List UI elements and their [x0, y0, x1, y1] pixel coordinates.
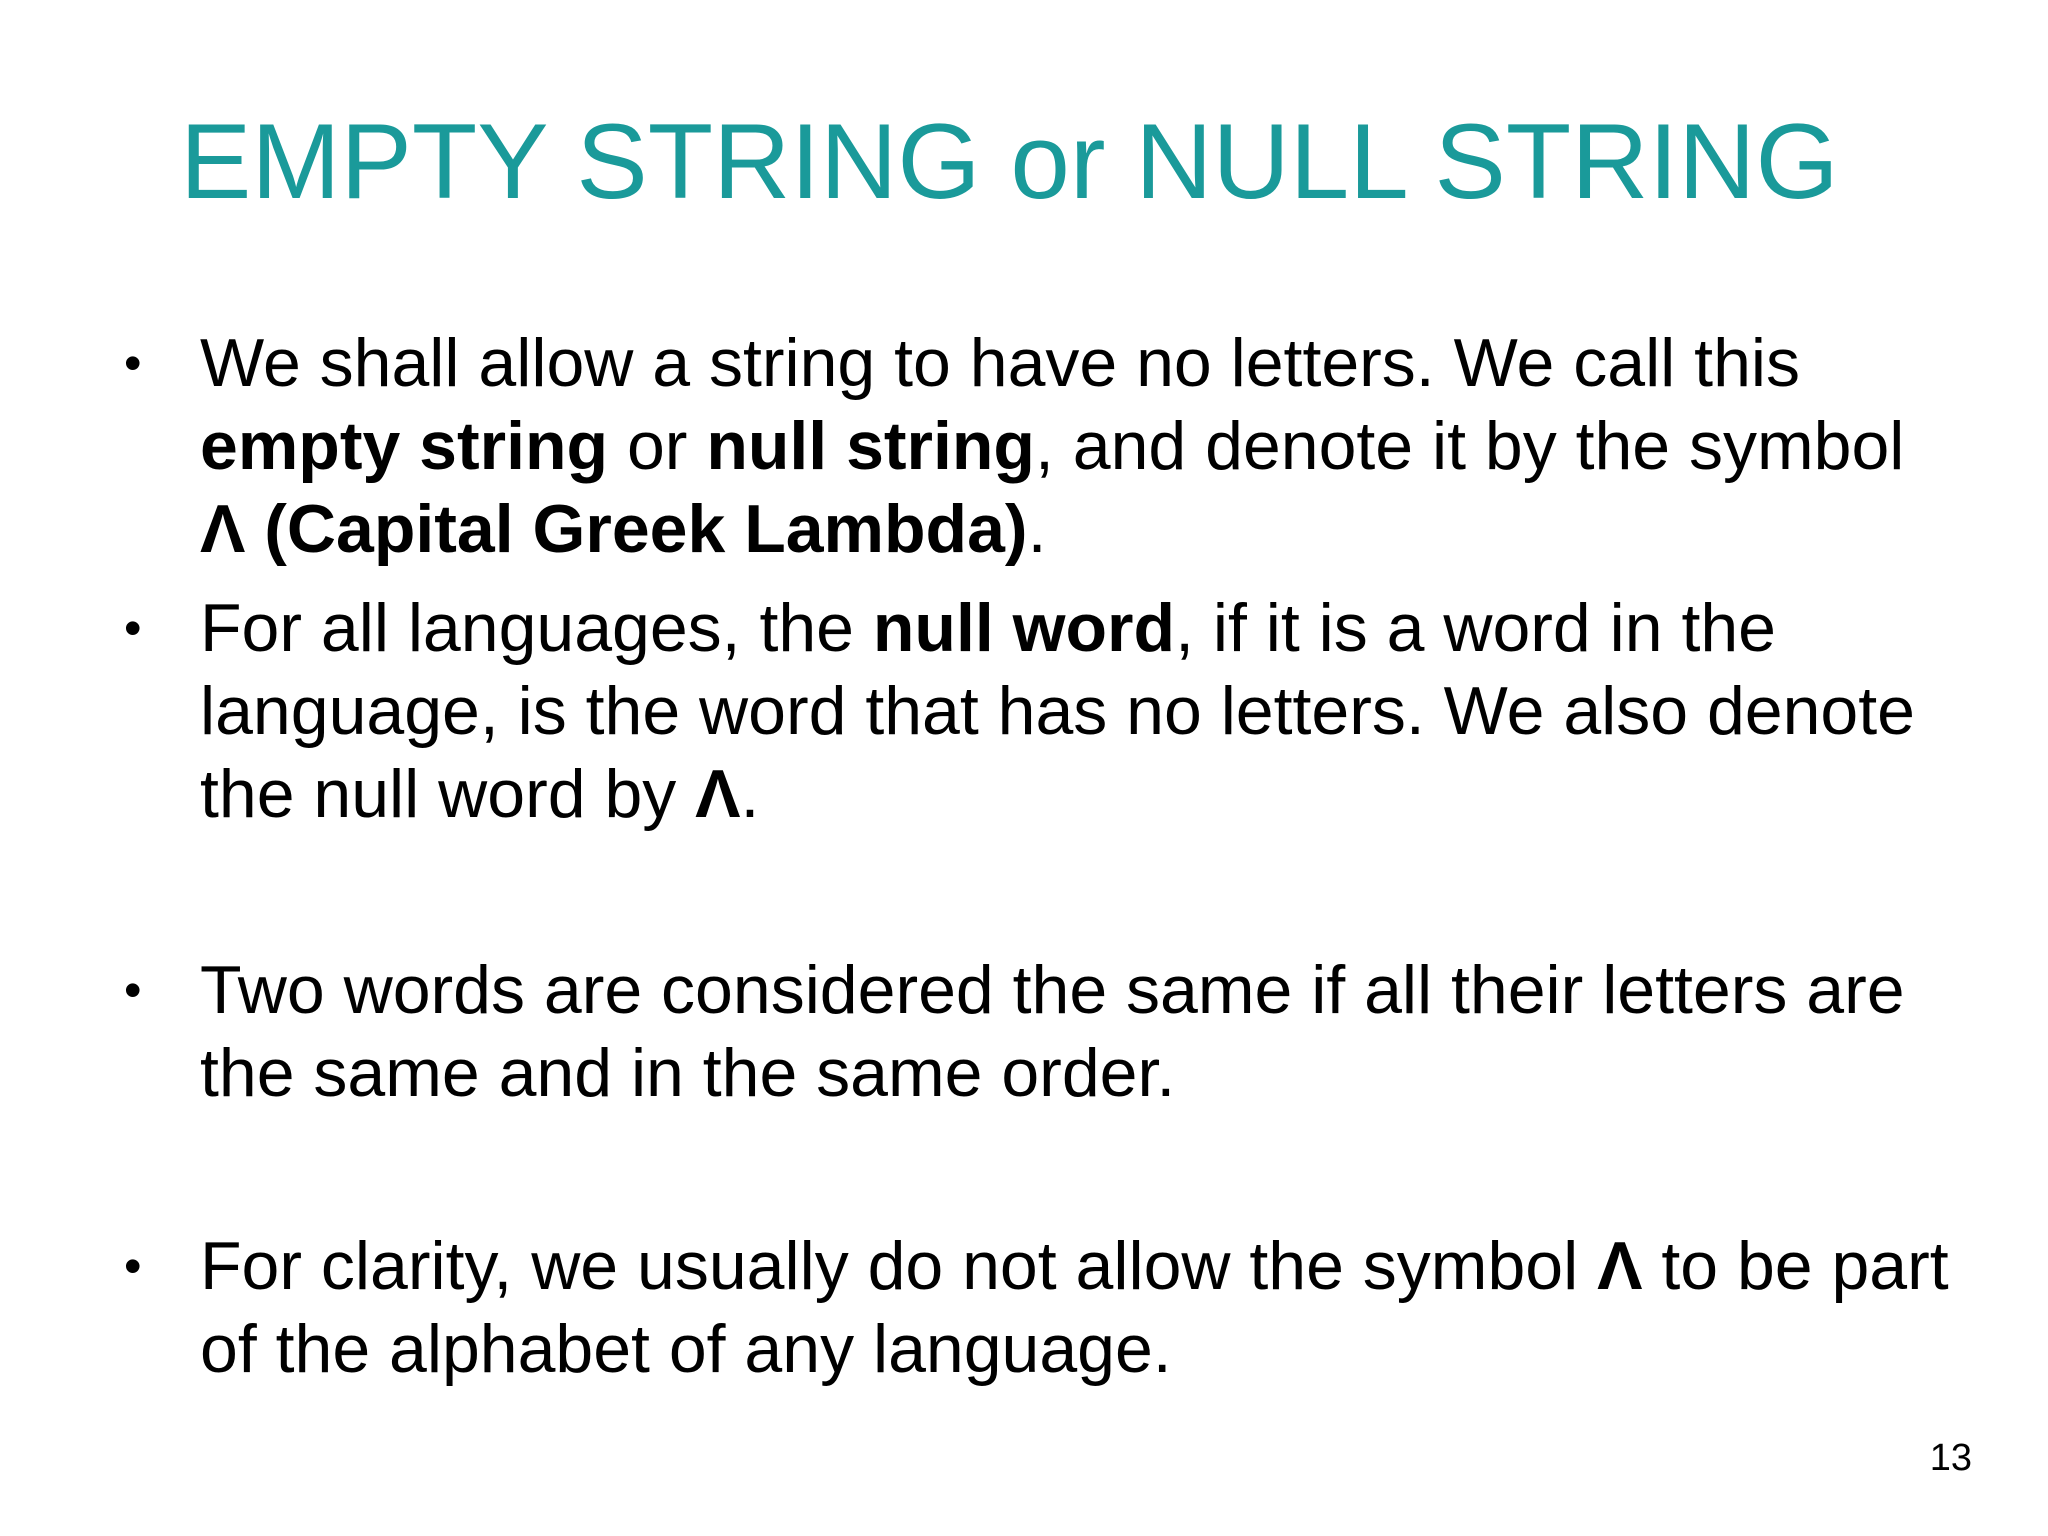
bullet-item [124, 322, 1960, 571]
bullet-text-segment: For clarity, we usually do not allow the symbol [200, 1228, 1598, 1304]
bullet-text-bold: null word [872, 590, 1176, 666]
bullet-item [124, 587, 1960, 836]
bullet-text-bold: null string [706, 408, 1035, 484]
bullet-text-segment: to be part of the alphabet of any language. [200, 1228, 1949, 1387]
bullet-text-segment: . [740, 756, 760, 832]
slide-title: EMPTY STRING or NULL STRING [180, 101, 1839, 221]
bullet-dot: • [124, 1238, 142, 1294]
bullet-text-bold: Λ (Capital Greek Lambda) [200, 491, 1028, 567]
bullet-text-segment: or [608, 408, 707, 484]
bullet-text-bold: empty string [200, 408, 609, 484]
bullet-text-segment: We shall allow a string to have no letters. We call this [200, 325, 1800, 401]
bullet-text-segment: , and denote it by the symbol [1034, 408, 1905, 484]
bullet-text-segment: , if it is a word in the language, is the word that has no letters. We also denote the null word by [200, 590, 1915, 832]
bullet-text-segment: Two words are considered the same if all their letters are the same and in the same order. [200, 952, 1905, 1111]
bullet-text-segment: For all languages, the [200, 590, 873, 666]
page-number: 13 [1929, 1437, 1972, 1479]
bullet-text-bold: Λ [695, 756, 741, 832]
bullet-item [124, 1225, 1960, 1391]
bullet-text-bold: Λ [1597, 1228, 1643, 1304]
bullet-dot: • [124, 335, 142, 391]
bullet-text-segment: . [1027, 491, 1047, 567]
bullet-dot: • [124, 600, 142, 656]
bullet-item [124, 949, 1960, 1115]
bullet-dot: • [124, 962, 142, 1018]
